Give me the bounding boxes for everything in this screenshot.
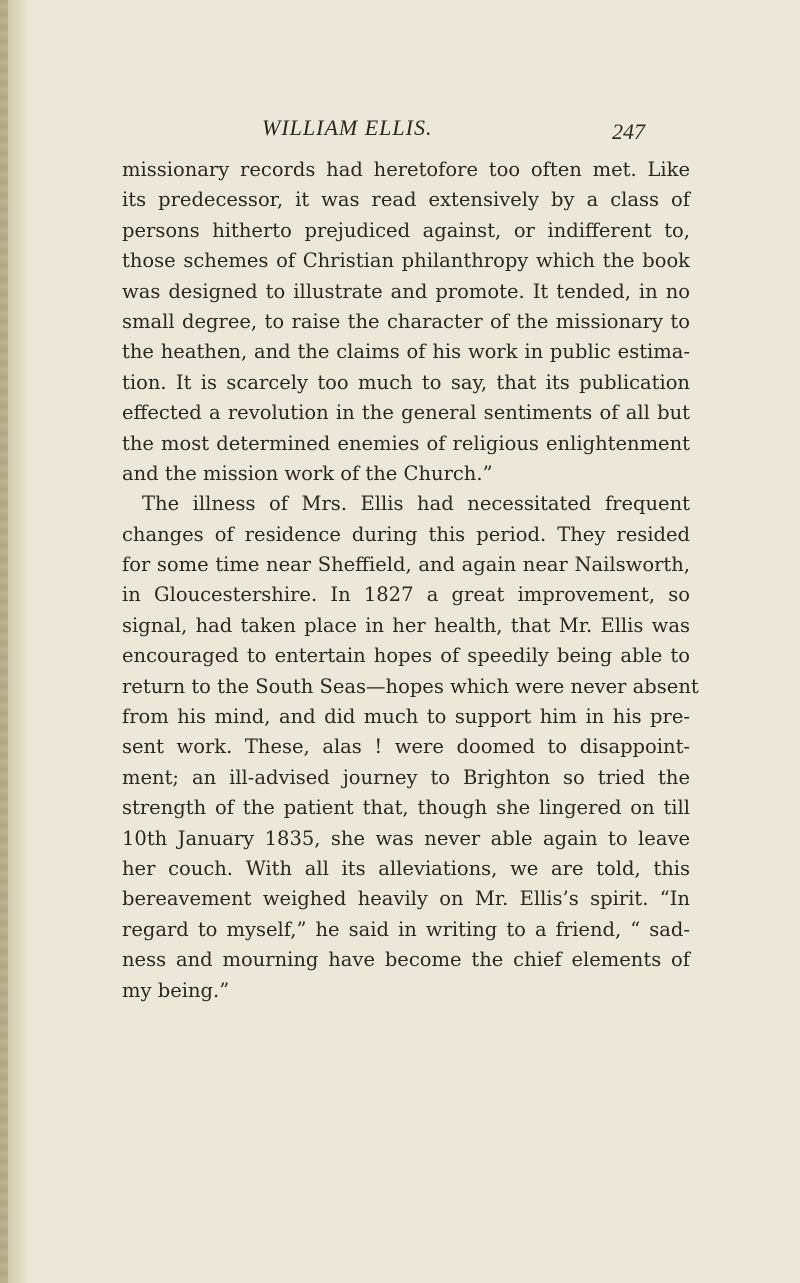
text-line: effected a revolution in the general sentiments of all but bbox=[122, 401, 690, 425]
text-line: those schemes of Christian philanthropy which the book bbox=[122, 249, 690, 273]
text-line: persons hitherto prejudiced against, or indifferent to, bbox=[122, 218, 690, 242]
text-line: The illness of Mrs. Ellis had necessitated frequent bbox=[142, 492, 690, 516]
text-line: from his mind, and did much to support him in his pre- bbox=[122, 705, 690, 729]
page-number: 247 bbox=[612, 119, 645, 144]
text-line: for some time near Sheffield, and again near Nailsworth, bbox=[122, 553, 690, 577]
text-line: signal, had taken place in her health, that Mr. Ellis was bbox=[122, 613, 690, 637]
text-line: strength of the patient that, though she lingered on till bbox=[122, 796, 690, 820]
text-line: my being.” bbox=[122, 978, 230, 1002]
running-head bbox=[0, 115, 800, 145]
body-text bbox=[122, 155, 699, 1006]
text-line: bereavement weighed heavily on Mr. Ellis’s spirit. “In bbox=[122, 887, 690, 911]
text-line: was designed to illustrate and promote. It tended, in no bbox=[122, 279, 690, 303]
page-binding-shadow bbox=[0, 0, 8, 1283]
text-line: regard to myself,” he said in writing to a friend, “ sad- bbox=[122, 917, 690, 941]
text-line: changes of residence during this period. They resided bbox=[122, 522, 690, 546]
text-line: her couch. With all its alleviations, we are told, this bbox=[122, 856, 690, 880]
text-line: in Gloucestershire. In 1827 a great improvement, so bbox=[122, 583, 690, 607]
text-line: encouraged to entertain hopes of speedily being able to bbox=[122, 644, 690, 668]
text-line: ment; an ill-advised journey to Brighton so tried the bbox=[122, 765, 690, 789]
text-line: sent work. These, alas ! were doomed to disappoint- bbox=[122, 735, 690, 759]
text-line: its predecessor, it was read extensively by a class of bbox=[122, 188, 690, 212]
text-line: ness and mourning have become the chief elements of bbox=[122, 948, 690, 972]
text-line: return to the South Seas—hopes which were never absent bbox=[122, 674, 699, 698]
text-line: small degree, to raise the character of the missionary to bbox=[122, 309, 690, 333]
running-title: WILLIAM ELLIS. bbox=[262, 115, 433, 140]
text-line: 10th January 1835, she was never able again to leave bbox=[122, 826, 690, 850]
text-line: tion. It is scarcely too much to say, that its publication bbox=[122, 370, 690, 394]
text-line: and the mission work of the Church.” bbox=[122, 461, 493, 485]
text-line: missionary records had heretofore too often met. Like bbox=[122, 158, 690, 181]
text-line: the heathen, and the claims of his work in public estima- bbox=[122, 340, 690, 364]
text-line: the most determined enemies of religious enlightenment bbox=[122, 431, 690, 455]
